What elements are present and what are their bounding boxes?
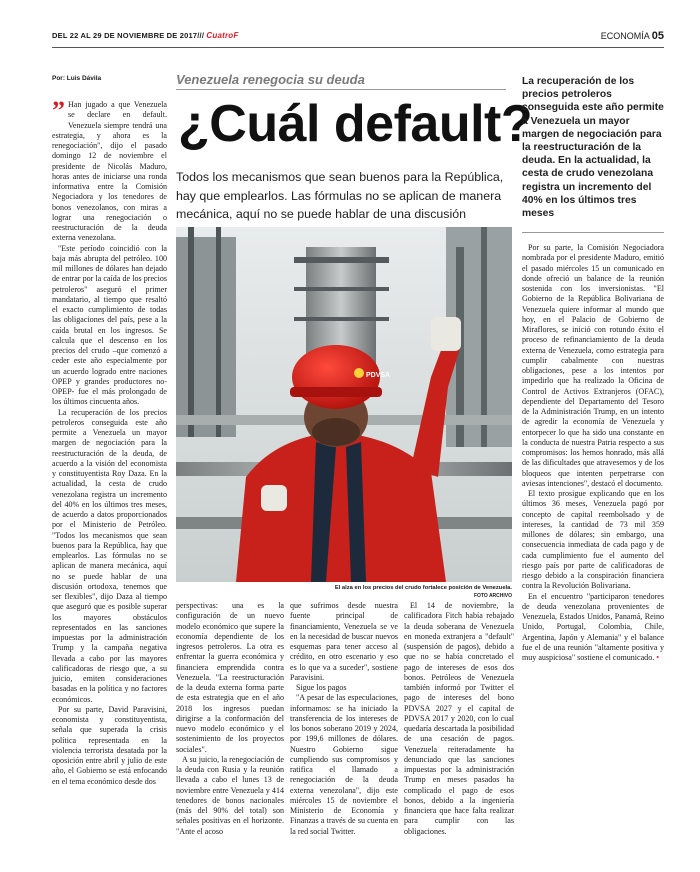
article-photo (176, 227, 512, 582)
article-column-2 (176, 601, 284, 836)
caption-credit: FOTO ARCHIVO (473, 593, 512, 599)
photo-caption (330, 584, 512, 600)
pull-quote-divider (522, 232, 664, 233)
issue-date (52, 30, 239, 42)
brand-prefix: Cuatro (206, 31, 234, 40)
article-column-3 (290, 601, 398, 836)
paragraph: El texto prosigue explicando que en los últimos 36 meses, Venezuela pagó por concepto de capital reembolsado y de intereses, la cantidad de 73 mil 359 millones de dólares; sin embargo, una consecuencia inmediata de cada pago y de cada cumplimiento fue el aumento del riesgo país por parte de calificadoras de riesgo debido a la conspiración financiera contra la Revolución Bolivariana. (522, 489, 664, 591)
deck: Todos los mecanismos que sean buenos para la República, hay que emplearlos. Las fórmulas no se aplican de manera mecánica, aquí no se puede hablar de una discusión (176, 170, 504, 221)
paragraph: "Este período coincidió con la baja más abrupta del petróleo. 100 mil millones de dólares han dejado de entrar por la caída de los precios petroleros" aseguró el primer mandatario, al tiempo que resaltó el exacto cumplimiento de todas las obligaciones del país, pese a la caída brutal en los ingresos. Se calcula que el descenso en los precios del crudo –que comenzó a ceder este año especialmente por un acuerdo logrado entre naciones OPEP y grandes productores no-OPEP- fue el más prolongado de los últimos cincuenta años. (52, 243, 167, 407)
end-mark-icon: • (656, 653, 660, 662)
paragraph (522, 592, 664, 664)
caption-text: El alza en los precios del crudo fortalece posición de Venezuela. (334, 585, 512, 591)
paragraph: que sufrimos desde nuestra fuente principal de financiamiento, Venezuela se ve en la necesidad de buscar nuevos esquemas para tener acceso al crédito, en otro escenario y eso es lo que va a suceder", sostiene Paravisini. (290, 601, 398, 682)
paragraph: Por su parte, David Paravisini, economista y constituyentista, señala que superada la crisis política representada en la violencia terrorista desatada por la oposición entre abril y julio de este año, el Gobierno se está enfocando en el tema económico desde dos (52, 704, 167, 786)
paragraph: "A pesar de las especulaciones, informamos: se ha iniciado la transferencia de los intereses de los bonos soberano 2019 y 2024, por 199,6 millones de dólares. Nuestro Gobierno sigue cumpliendo sus compromisos y ratifica el llamado a renegociación de la deuda externa venezolana", dijo este miércoles 15 de noviembre el Ministerio de Economía y Finanzas a través de su cuenta en la red social Twitter. (290, 693, 398, 836)
paragraph: La recuperación de los precios petroleros conseguida este año permite a Venezuela un mayor margen de negociación para la reestructuración de la deuda, de acuerdo a la visión del economista y constituyentista Roy Daza. En la actualidad, la cesta de crudo venezolana registra un incremento del 40% en los últimos tres meses, de acuerdo a datos proporcionados por el Ministerio de Petróleo. "Todos los mecanismos que sean buenos para la República, hay que emplearlos. Las fórmulas no se aplican de manera mecánica, aquí no se puede hablar de una discusión ortodoxa, tenemos que ser flexibles", dijo Daza al tiempo que aseguró que es posible superar los mayores obstáculos representados en las sanciones impuestas por la administración Trump y la campaña negativa llevada a cabo por las mayores calificadoras de riesgo que, a su juicio, emiten consideraciones basadas en la política y no factores económicos. (52, 407, 167, 704)
paragraph: Por su parte, la Comisión Negociadora nombrada por el presidente Maduro, emitió el pasado miércoles 15 un comunicado en donde ofreció un balance de la reunión sostenida con los inversionistas. "El Gobierno de la República Bolivariana de Venezuela quiere informar al mundo que hoy, en el Palacio de Gobierno de Miraflores, se inició con rotundo éxito el proceso de refinanciamiento de la deuda externa de Venezuela, como estrategia para cumplir cabalmente con nuestras obligaciones, pese a los intentos por impedirlo que ha realizado la Oficina de Control de Activos Extranjeros (OFAC), dependiente del Departamento del Tesoro de la Administración Trump, en un intento de agredir la economía de Venezuela y entorpecer lo que ha sido una constante en la conducta de nuestra Patria respecto a sus compromisos: los hemos honrado, más allá de las dificultades que atravesemos y de los bloqueos que intenten perpetrarse con aviesas intenciones", destacó el documento. (522, 243, 664, 488)
pull-quote: La recuperación de los precios petroleros conseguida este año permite a Venezuela un mayor margen de negociación para la reestructuración de la deuda. En la actualidad, la cesta de crudo venezolana registra un incremento del 40% en los últimos tres meses (522, 76, 664, 220)
paragraph: A su juicio, la renegociación de la deuda con Rusia y la reunión llevada a cabo el lunes 13 de noviembre entre Venezuela y 414 tenedores de bonos nacionales (más del 90% del total) son señales positivas en el horizonte. "Ante el acoso (176, 754, 284, 836)
article-column-right (522, 243, 664, 864)
issue-date-text: DEL 22 AL 29 DE NOVIEMBRE DE 2017/// (52, 31, 205, 40)
page-number: 05 (651, 30, 664, 42)
quote-mark-icon: ” (52, 96, 65, 125)
paragraph-text: Han jugado a que Venezuela se declare en default. Venezuela siempre tendrá una estrategia, y ahora es la renegociación", dijo el pasado domingo 12 de noviembre el presidente de Nicolás Maduro, horas antes de iniciarse una ronda informativa entre la Comisión Negociadora y los tenedores de bonos venezolanos, con miras a lograr una renegociación o reestructuración de la deuda externa venezolana. (52, 100, 167, 243)
helmet-logo: PDVSA (366, 372, 391, 379)
section-name: ECONOMÍA (600, 31, 650, 41)
article-column-4 (404, 601, 514, 836)
article-column-1 (52, 96, 167, 864)
paragraph: El 14 de noviembre, la calificadora Fitch había rebajado la deuda soberana de Venezuela en moneda extranjera a "default" (suspensión de pagos), debido a que no se había concretado el pago de intereses de esos dos bonos. Petróleos de Venezuela también informó por Twitter el pago de intereses del bono PDVSA 2027 y el capital de PDVSA 2017 y 2020, con lo cual quedaría descartada la posibilidad de una cesación de pagos. Venezuela reiteradamente ha denunciado que las sanciones impuestas por la administración Trump en meses pasados ha complicado el pago de esos bonos, debido a la ingeniería financiera que hace falta realizar para cumplir con las obligaciones. (404, 601, 514, 836)
page-header (52, 30, 664, 46)
header-divider (52, 47, 664, 48)
headline: ¿Cuál default? (178, 95, 533, 153)
paragraph (52, 96, 167, 244)
byline: Por: Luis Dávila (52, 75, 102, 82)
brand-logo (206, 31, 238, 40)
section-label (601, 30, 664, 42)
subhead: Sigue los pagos (296, 683, 347, 692)
kicker: Venezuela renegocia su deuda (176, 72, 506, 90)
brand-suffix: F (233, 31, 239, 40)
paragraph: perspectivas: una es la configuración de un nuevo modelo económico que supere la economía dependiente de los ingresos petroleros. La otra es enfrentar la guerra económica y financiera emprendida contra Venezuela. "La reestructuración de la deuda externa forma parte de esta estrategia que en el año 2018 los ingresos puedan dirigirse a la conformación del nuevo modelo económico y el sostenimiento de los proyectos sociales". (176, 601, 284, 754)
oil-worker-photo (176, 227, 512, 582)
paragraph-text: En el encuentro "participaron tenedores de deuda venezolana provenientes de Venezuela, Estados Unidos, Panamá, Reino Unido, Portugal, Colombia, Chile, Argentina, Japón y Alemania" y el balance fue el de una reunión "altamente positiva y muy auspiciosa" sostiene el comunicado. (522, 591, 664, 662)
